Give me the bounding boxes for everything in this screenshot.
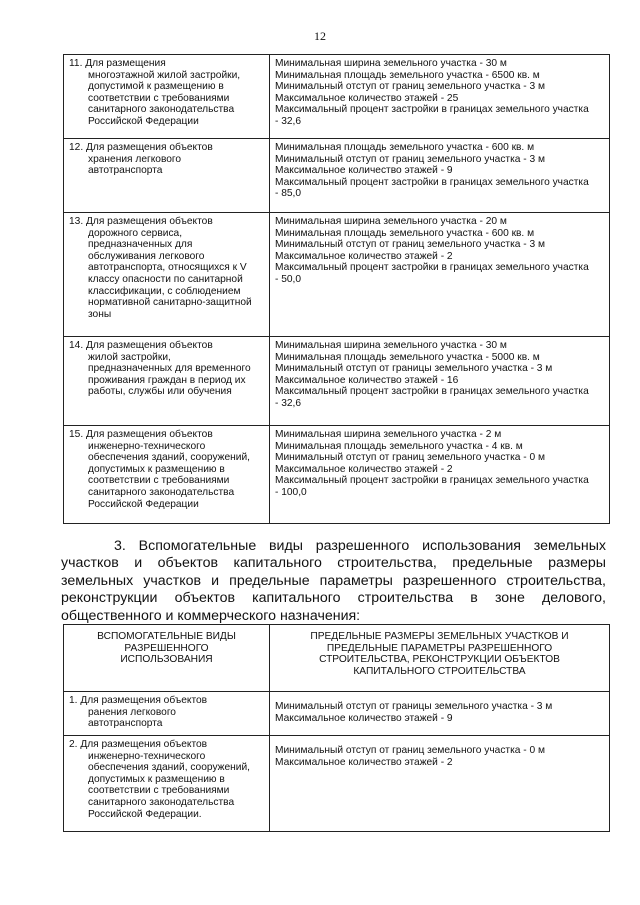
- table-row: [64, 139, 610, 213]
- parameters-cell: Минимальная ширина земельного участка - 20 м Минимальная площадь земельного участка - 600 кв. м Минимальный отступ от границ земельного участка - 3 м Максимальное количество этажей - 2 Максимальный процент застройки в границах земельного участка - 50,0: [270, 213, 610, 337]
- auxiliary-uses-table: [63, 624, 610, 832]
- table-row: [64, 213, 610, 337]
- parameters-cell: Минимальная ширина земельного участка - 30 м Минимальная площадь земельного участка - 6500 кв. м Минимальный отступ от границ земельного участка - 3 м Максимальное количество этажей - 25 Максимальный процент застройки в границах земельного участка - 32,6: [270, 55, 610, 139]
- use-type-cell: 13. Для размещения объектов дорожного сервиса, предназначенных для обслуживания легкового автотранспорта, относящихся к V классу опасности по санитарной классификации, с соблюдением нормативной санитарно-защитной зоны: [64, 213, 270, 337]
- table-row: [64, 55, 610, 139]
- table-header-row: [64, 625, 610, 692]
- parameters-cell: Минимальный отступ от границы земельного участка - 3 м Максимальное количество этажей - 9: [270, 692, 610, 736]
- page-number: 12: [314, 29, 326, 43]
- zoning-table-main: [63, 54, 610, 524]
- use-type-cell: 1. Для размещения объектов ранения легкового автотранспорта: [64, 692, 270, 736]
- section-paragraph: 3. Вспомогательные виды разрешенного использования земельных участков и объектов капитального строительства, предельные размеры земельных участков и предельные параметры разрешенного строительства, реконструкции объектов капитального строительства в зоне делового, общественного и коммерческого назначения:: [61, 538, 606, 624]
- column-header-uses: ВСПОМОГАТЕЛЬНЫЕ ВИДЫ РАЗРЕШЕННОГО ИСПОЛЬЗОВАНИЯ: [64, 625, 270, 692]
- parameters-cell: Минимальная ширина земельного участка - 30 м Минимальная площадь земельного участка - 5000 кв. м Минимальный отступ от границы земельного участка - 3 м Максимальное количество этажей - 16 Максимальный процент застройки в границах земельного участка - 32,6: [270, 337, 610, 426]
- table-row: [64, 736, 610, 832]
- parameters-cell: Минимальный отступ от границ земельного участка - 0 м Максимальное количество этажей - 2: [270, 736, 610, 832]
- use-type-cell: 12. Для размещения объектов хранения легкового автотранспорта: [64, 139, 270, 213]
- table-row: [64, 692, 610, 736]
- use-type-cell: 2. Для размещения объектов инженерно-технического обеспечения зданий, сооружений, допустимых к размещению в соответствии с требованиями санитарного законодательства Российской Федерации.: [64, 736, 270, 832]
- use-type-cell: 14. Для размещения объектов жилой застройки, предназначенных для временного проживания граждан в период их работы, службы или обучения: [64, 337, 270, 426]
- column-header-parameters: ПРЕДЕЛЬНЫЕ РАЗМЕРЫ ЗЕМЕЛЬНЫХ УЧАСТКОВ И ПРЕДЕЛЬНЫЕ ПАРАМЕТРЫ РАЗРЕШЕННОГО СТРОИТЕЛЬСТВА, РЕКОНСТРУКЦИИ ОБЪЕКТОВ КАПИТАЛЬНОГО СТРОИТЕЛЬСТВА: [270, 625, 610, 692]
- parameters-cell: Минимальная площадь земельного участка - 600 кв. м Минимальный отступ от границ земельного участка - 3 м Максимальное количество этажей - 9 Максимальный процент застройки в границах земельного участка - 85,0: [270, 139, 610, 213]
- table-row: [64, 426, 610, 524]
- table-row: [64, 337, 610, 426]
- parameters-cell: Минимальная ширина земельного участка - 2 м Минимальная площадь земельного участка - 4 кв. м Минимальный отступ от границ земельного участка - 0 м Максимальное количество этажей - 2 Максимальный процент застройки в границах земельного участка - 100,0: [270, 426, 610, 524]
- use-type-cell: 11. Для размещения многоэтажной жилой застройки, допустимой к размещению в соответствии с требованиями санитарного законодательства Российской Федерации: [64, 55, 270, 139]
- use-type-cell: 15. Для размещения объектов инженерно-технического обеспечения зданий, сооружений, допустимых к размещению в соответствии с требованиями санитарного законодательства Российской Федерации: [64, 426, 270, 524]
